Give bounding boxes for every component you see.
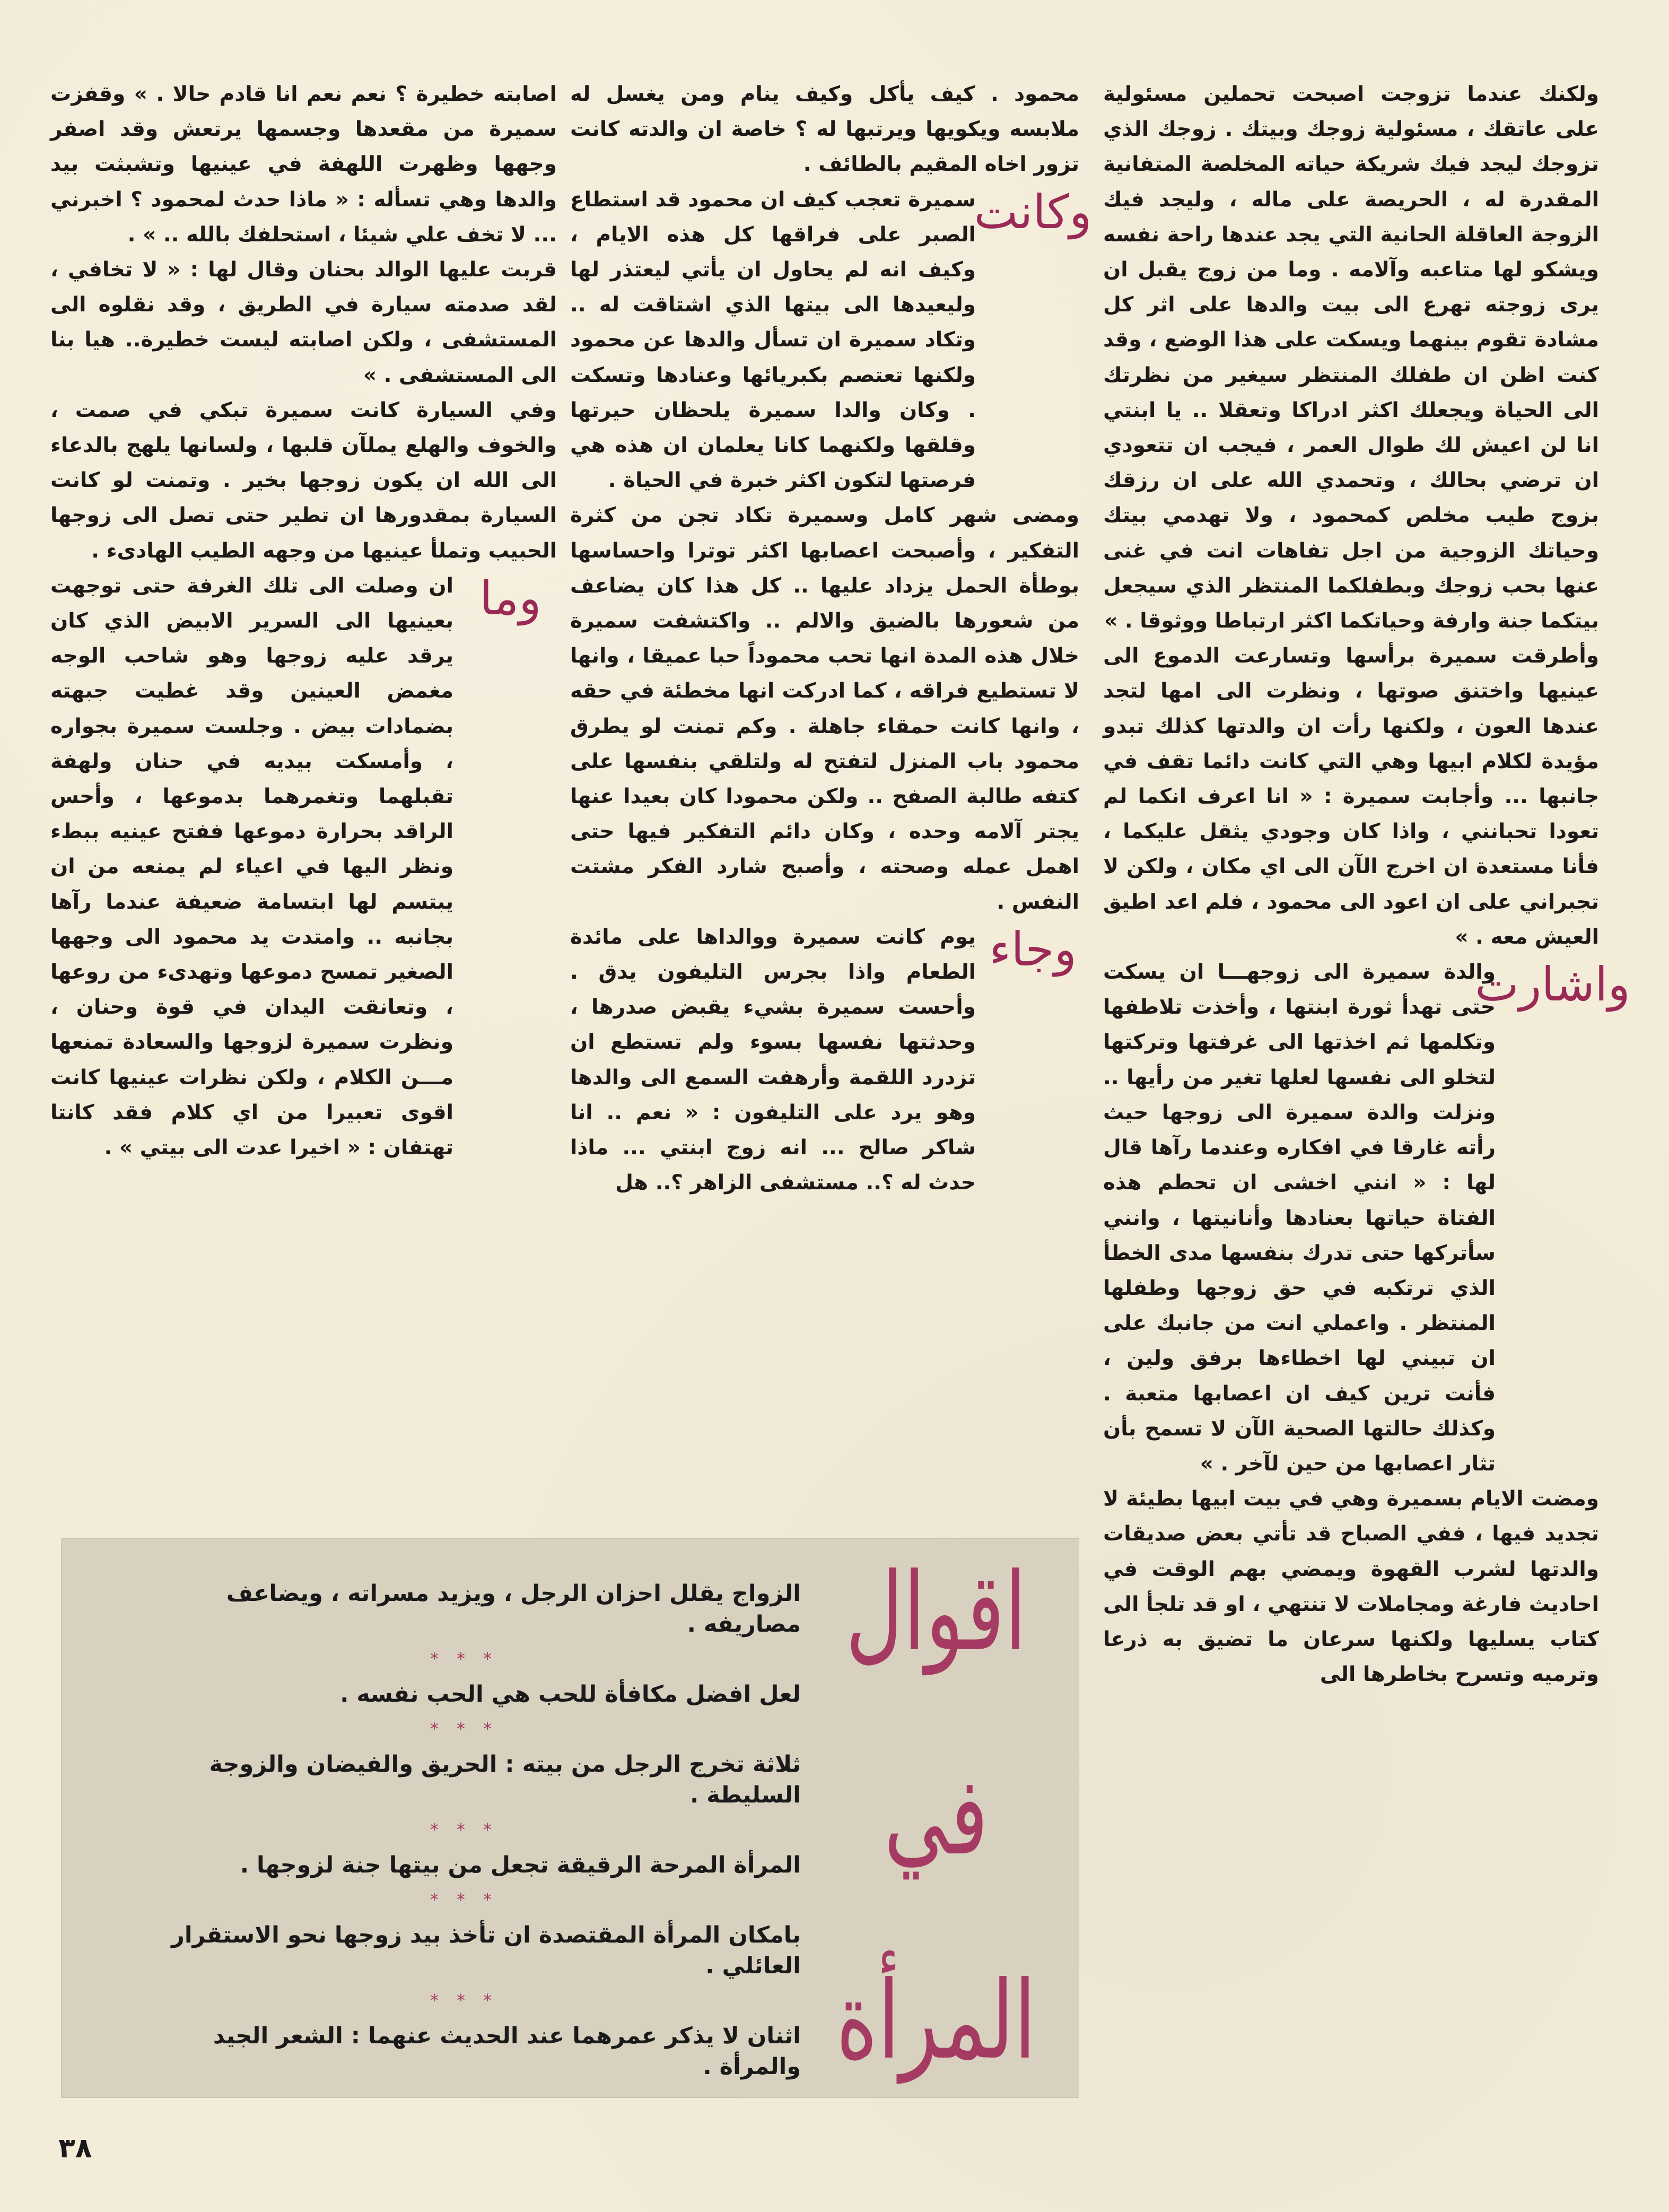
article-paragraph-right-lead — [1103, 955, 1630, 1482]
decorative-lead-word — [986, 915, 1079, 989]
quote-separator: * * * — [430, 1889, 499, 1910]
article-paragraph-mid-lead-1 — [570, 182, 1092, 499]
article-paragraph-left-1: اصابته خطيرة ؟ نعم نعم انا قادم حالا . » وقفزت سميرة من مقعدها وجسمها يرتعش وقد اصفر وجهها وظهرت اللهفة في عينيها وتشبثت بيد والدها وهي تسأله : « ماذا حدث لمحمود ؟ اخبرني ... لا تخف علي شيئا ، استحلفك بالله .. » . — [50, 82, 557, 247]
lead-paragraph-text: يوم كانت سميرة ووالداها على مائدة الطعام واذا بجرس التليفون يدق . وأحست سميرة بشيء يقبض صدرها ، وحدثتها نفسها بسوء ولم تستطع ان تزدرد اللقمة وأرهفت السمع الى والدها وهو يرد على التليفون : « نعم .. انا شاكر صالح ... انه زوج ابنتي ... ماذا حدث له ؟.. مستشفى الزاهر ؟.. هل — [570, 925, 976, 1195]
lead-word-text: واشارت — [1475, 957, 1630, 1012]
article-paragraph-left-2: قربت عليها الوالد بحنان وقال لها : « لا تخافي ، لقد صدمته سيارة في الطريق ، وقد نقلوه الى المستشفى ، ولكن اصابته ليست خطيرة.. هيا بنا الى المستشفى . » — [50, 258, 557, 387]
quote-item: المرأة المرحة الرقيقة تجعل من بيتها جنة لزوجها . — [240, 1852, 801, 1878]
quote-item: ثلاثة تخرج الرجل من بيته : الحريق والفيضان والزوجة السليطة . — [209, 1751, 801, 1808]
decorative-lead-word — [974, 177, 1092, 251]
quote-item: بامكان المرأة المقتصدة ان تأخذ بيد زوجها نحو الاستقرار العائلي . — [171, 1922, 801, 1979]
quote-separator: * * * — [430, 1649, 499, 1669]
article-paragraph-left-3: وفي السيارة كانت سميرة تبكي في صمت ، والخوف والهلع يملآن قلبها ، ولسانها يلهج بالدعاء الى الله ان يكون زوجها بخير . وتمنت لو كانت السيارة بمقدورها ان تطير حتى تصل الى زوجها الحبيب وتملأ عينيها من وجهه الطيب الهادىء . — [50, 398, 557, 563]
right-article-column — [1103, 77, 1630, 2111]
middle-article-column — [570, 77, 1092, 1512]
quote-separator: * * * — [430, 1819, 499, 1840]
article-paragraph-mid-lead-2 — [570, 920, 1079, 1201]
quote-item: الزواج يقلل احزان الرجل ، ويزيد مسراته ، ويضاعف مصاريفه . — [226, 1580, 801, 1638]
article-paragraph-right-2: وأطرقت سميرة برأسها وتسارعت الدموع الى عينيها واختنق صوتها ، ونظرت الى امها لتجد عندها العون ، ولكنها رأت ان والدتها كذلك تبدو مؤيدة لكلام ابيها وهي التي كانت دائما تقف في جانبها ... وأجابت سميرة : « انا اعرف انكما لم تعودا تحبانني ، واذا كان وجودي يثقل عليكما ، فأنا مستعدة ان اخرج الآن الى اي مكان ، ولكن لا تجبراني على ان اعود الى محمود ، فلم اعد اطيق العيش معه . » — [1103, 644, 1599, 949]
left-article-column — [50, 77, 557, 1512]
lead-word-text: وما — [479, 570, 541, 625]
decorative-lead-word — [1475, 950, 1630, 1024]
lead-word-text: وجاء — [989, 921, 1077, 977]
lead-paragraph-text: والدة سميرة الى زوجهـــا ان يسكت حتى تهدأ ثورة ابنتها ، وأخذت تلاطفها وتكلمها ثم اخذتها الى غرفتها وتركتها لتخلو الى نفسها لعلها تغير من رأيها .. ونزلت والدة سميرة الى زوجها حيث رأته غارقا في افكاره وعندما رآها قال لها : « انني اخشى ان تحطم هذه الفتاة حياتها بعنادها وأنانيتها ، وانني سأتركها حتى تدرك بنفسها مدى الخطأ الذي ترتكبه في حق زوجها وطفلها المنتظر . واعملي انت من جانبك على ان تبيني لها اخطاءها برفق ولين ، فأنت ترين كيف ان اعصابها متعبة . وكذلك حالتها الصحية الآن لا تسمح بأن تثار اعصابها من حين لآخر . » — [1103, 960, 1496, 1476]
article-paragraph-mid-intro: محمود . كيف يأكل وكيف ينام ومن يغسل له ملابسه ويكويها ويرتبها له ؟ خاصة ان والدته كانت تزور اخاه المقيم بالطائف . — [570, 82, 1079, 177]
lead-paragraph-text: ان وصلت الى تلك الغرفة حتى توجهت بعينيها الى السرير الابيض الذي كان يرقد عليه زوجها وهو شاحب الوجه مغمض العينين وقد غطيت جبهته بضمادات بيض . وجلست سميرة بجواره ، وأمسكت بيديه في حنان ولهفة تقبلهما وتغمرهما بدموعها ، وأحس الراقد بحرارة دموعها ففتح عينيه ببطء ونظر اليها في اعياء لم يمنعه من ان يبتسم لها ابتسامة ضعيفة عندما رآها بجانبه .. وامتدت يد محمود الى وجهها الصغير تمسح دموعها وتهدىء من روعها ، وتعانقت اليدان في قوة وحنان ، ونظرت سميرة لزوجها والسعادة تمنعها مـــن الكلام ، ولكن نظرات عينيها كانت اقوى تعبيرا من اي كلام فقد كانتا تهتفان : « اخيرا عدت الى بيتي » . — [50, 573, 453, 1160]
quotes-list — [127, 1578, 801, 2080]
quote-item: اثنان لا يذكر عمرهما عند الحديث عنهما : الشعر الجيد والمرأة . — [213, 2023, 801, 2080]
lead-word-text: وكانت — [974, 184, 1092, 239]
quote-item: لعل افضل مكافأة للحب هي الحب نفسه . — [340, 1681, 801, 1708]
article-paragraph-right-1: ولكنك عندما تزوجت اصبحت تحملين مسئولية على عاتقك ، مسئولية زوجك وبيتك . زوجك الذي تزوجك ليجد فيك شريكة حياته المخلصة المتفانية المقدرة له ، الحريصة على ماله ، وليجد فيك الزوجة العاقلة الحانية التي يجد عندها راحة نفسه ويشكو لها متاعبه وآلامه . وما من زوج يقبل ان يرى زوجته تهرع الى بيت والدها على اثر كل مشادة تقوم بينهما ويسكت على هذا الوضع ، وقد كنت اظن ان طفلك المنتظر سيغير من نظرتك الى الحياة ويجعلك اكثر ادراكا وتعقلا .. يا ابنتي انا لن اعيش لك طوال العمر ، فيجب ان تتعودي ان ترضي بحالك ، وتحمدي الله على ان رزقك بزوج طيب مخلص كمحمود ، ولا تهدمي بيتك وحياتك الزوجية من اجل تفاهات انت في غنى عنها بحب زوجك وبطفلكما المنتظر الذي سيجعل بيتكما جنة وارفة وحياتكما اكثر ارتباطا ووثوقا . » — [1103, 82, 1599, 633]
quotes-box — [61, 1538, 1079, 2098]
article-paragraph-left-lead — [50, 569, 557, 1165]
article-paragraph-right-tail: ومضت الايام بسميرة وهي في بيت ابيها بطيئة لا تجديد فيها ، ففي الصباح قد تأتي بعض صديقات والدتها لشرب القهوة ويمضي بهم الوقت في احاديث فارغة ومجاملات لا تنتهي ، او قد تلجأ الى كتاب يسليها ولكنها سرعان ما تضيق به ذرعا وترميه وتسرح بخاطرها الى — [1103, 1487, 1599, 1687]
quotes-title-line-3: المرأة — [836, 1958, 1036, 2084]
quote-separator: * * * — [430, 1719, 499, 1739]
article-paragraph-mid-body: ومضى شهر كامل وسميرة تكاد تجن من كثرة التفكير ، وأصبحت اعصابها اكثر توترا واحساسها بوطأة الحمل يزداد عليها .. كل هذا كان يضاعف من شعورها بالضيق والالم .. واكتشفت سميرة خلال هذه المدة انها تحب محموداً حبا عميقا ، وانها لا تستطيع فراقه ، كما ادركت انها مخطئة في حقه ، وانها كانت حمقاء جاهلة . وكم تمنت لو يطرق محمود باب المنزل لتفتح له ولتلقي بنفسها على كتفه طالبة الصفح .. ولكن محمودا كان بعيدا عنها يجتر آلامه وحده ، وكان دائم التفكير فيها حتى اهمل عمله وصحته ، وأصبح شارد الفكر مشتت النفس . — [570, 503, 1079, 914]
quotes-title-line-1: اقوال — [845, 1550, 1027, 1675]
lead-paragraph-text: سميرة تعجب كيف ان محمود قد استطاع الصبر على فراقها كل هذه الايام ، وكيف انه لم يحاول ان يأتي ليعتذر لها وليعيدها الى بيتها الذي اشتاقت له .. وتكاد سميرة ان تسأل والدها عن محمود ولكنها تعتصم بكبريائها وعنادها وتسكت . وكان والدا سميرة يلحظان حيرتها وقلقها ولكنهما كانا يعلمان ان هذه هي فرصتها لتكون اكثر خبرة في الحياة . — [570, 187, 976, 493]
quotes-title — [825, 1550, 1047, 2084]
quotes-title-line-2: في — [884, 1754, 989, 1879]
quote-separator: * * * — [430, 1990, 499, 2010]
decorative-lead-word — [464, 563, 557, 638]
page-number: ٣٨ — [58, 2132, 92, 2164]
